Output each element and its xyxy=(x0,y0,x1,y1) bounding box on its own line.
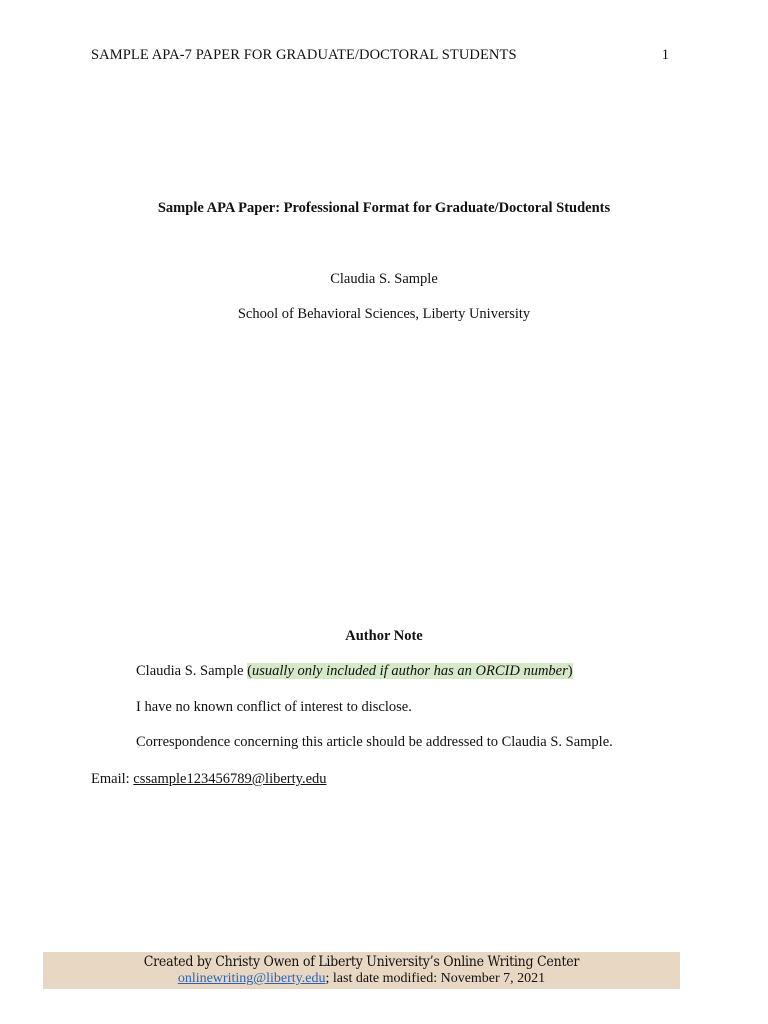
page-number: 1 xyxy=(661,47,669,63)
footer-credit: Created by Christy Owen of Liberty University’s Online Writing Center xyxy=(143,954,580,970)
conflict-statement: I have no known conflict of interest to disclose. xyxy=(136,699,412,715)
orcid-paren-open: ( xyxy=(247,663,253,679)
footer-modified-date: ; last date modified: November 7, 2021 xyxy=(325,971,546,986)
footer-email-link[interactable]: onlinewriting@liberty.edu xyxy=(177,971,326,986)
email-label: Email: xyxy=(91,771,130,787)
email-line xyxy=(91,771,327,788)
correspondence-statement: Correspondence concerning this article should be addressed to Claudia S. Sample. xyxy=(136,734,613,750)
orcid-paren-close: ) xyxy=(567,663,573,679)
footer-contact-line xyxy=(43,971,680,987)
author-name: Claudia S. Sample xyxy=(330,271,438,287)
paper-title: Sample APA Paper: Professional Format for Graduate/Doctoral Students xyxy=(157,200,611,216)
orcid-comment-highlight xyxy=(247,663,572,679)
author-note-heading: Author Note xyxy=(345,628,423,644)
running-head: SAMPLE APA-7 PAPER FOR GRADUATE/DOCTORAL STUDENTS xyxy=(91,47,517,63)
email-link[interactable]: cssample123456789@liberty.edu xyxy=(133,771,327,787)
footer-banner xyxy=(43,952,680,989)
author-affiliation: School of Behavioral Sciences, Liberty University xyxy=(237,306,531,322)
orcid-line xyxy=(136,663,573,680)
orcid-comment: usually only included if author has an ORCID number xyxy=(252,663,568,679)
orcid-author: Claudia S. Sample xyxy=(136,663,244,679)
